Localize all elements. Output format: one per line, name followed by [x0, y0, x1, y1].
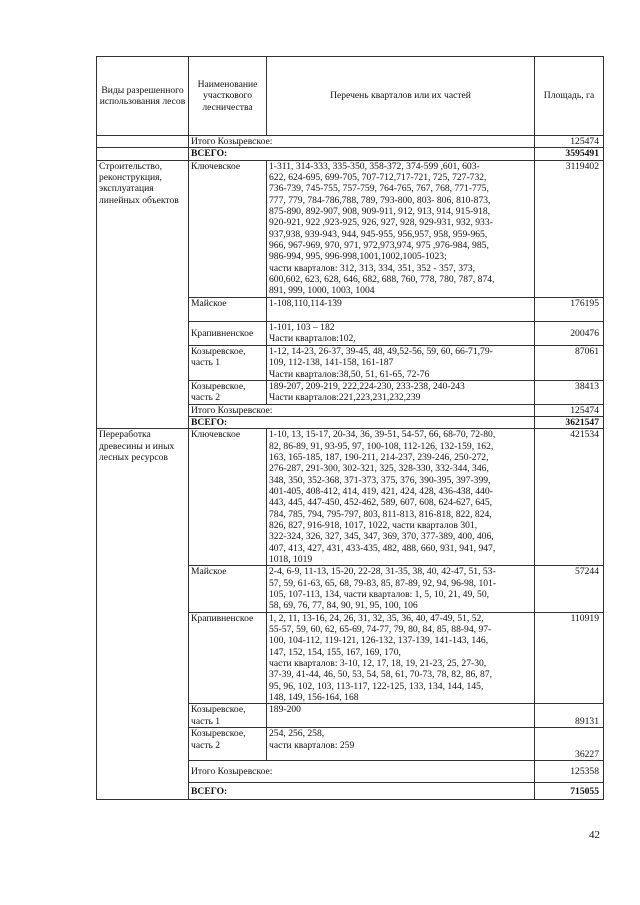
- quarters-line: 58, 69, 76, 77, 84, 90, 91, 95, 100, 106: [269, 600, 418, 612]
- forestry-cell: Козыревское, часть 1: [189, 345, 267, 380]
- area-cell: 176195: [535, 297, 604, 321]
- quarters-line: 826, 827, 916-918, 1017, 1022, части кварталов 301,: [269, 519, 478, 531]
- quarters-cell: [267, 297, 535, 321]
- quarters-line: 401-405, 408-412, 414, 419, 421, 424, 428, 436-438, 440-: [269, 485, 493, 497]
- total-area: 3621547: [535, 416, 604, 428]
- quarters-cell: [267, 345, 535, 380]
- quarters-line: 1-10, 13, 15-17, 20-34, 36, 39-51, 54-57, 66, 68-70, 72-80,: [269, 429, 496, 441]
- header-quarters: Перечень кварталов или их частей: [267, 57, 535, 136]
- quarters-cell: [267, 380, 535, 404]
- quarters-line: 147, 152, 154, 155, 167, 169, 170,: [269, 646, 401, 658]
- quarters-line: Части кварталов:102,: [269, 333, 356, 345]
- quarters-line: 163, 165-185, 187, 190-211, 214-237, 239-246, 250-272,: [269, 451, 489, 463]
- header-row: [97, 57, 604, 136]
- quarters-line: 736-739, 745-755, 757-759, 764-765, 767, 768, 771-775,: [269, 183, 489, 195]
- quarters-line: 276-287, 291-300, 302-321, 325, 328-330, 332-344, 346,: [269, 463, 489, 475]
- carryover-subtotal-label: Итого Козыревское:: [189, 136, 535, 148]
- quarters-line: 1-101, 103 – 182: [269, 321, 335, 333]
- quarters-line: 2-4, 6-9, 11-13, 15-20, 22-28, 31-35, 38, 40, 42-47, 51, 53-: [269, 566, 496, 578]
- carryover-subtotal-row: [97, 136, 604, 148]
- page-number: 42: [589, 829, 600, 841]
- subtotal-area: 125474: [535, 404, 604, 416]
- empty-cell: [97, 148, 189, 160]
- quarters-cell: [267, 612, 535, 704]
- forestry-cell: Ключевское: [189, 160, 267, 297]
- quarters-line: 82, 86-89, 91, 93-95, 97, 100-108, 112-126, 132-159, 162,: [269, 440, 494, 452]
- quarters-line: 189-207, 209-219, 222,224-230, 233-238, 240-243: [269, 380, 465, 392]
- quarters-line: части кварталов: 3-10, 12, 17, 18, 19, 21-23, 25, 27-30,: [269, 658, 487, 670]
- quarters-line: 600,602, 623, 628, 646, 682, 688, 760, 778, 780, 787, 874,: [269, 274, 495, 286]
- area-cell: 87061: [535, 345, 604, 380]
- subtotal-label: Итого Козыревское:: [189, 404, 535, 416]
- quarters-line: 322-324, 326, 327, 345, 347, 369, 370, 377-389, 400, 406,: [269, 531, 494, 543]
- use-type-cell: Переработка древесины и иных лесных ресурсов: [97, 429, 189, 800]
- quarters-line: Части кварталов:38,50, 51, 61-65, 72-76: [269, 368, 430, 380]
- quarters-line: 100, 104-112, 119-121, 126-132, 137-139, 141-143, 146,: [269, 635, 489, 647]
- quarters-line: 55-57, 59, 60, 62, 65-69, 74-77, 79, 80, 84, 85, 88-94, 97-: [269, 624, 492, 636]
- quarters-line: 891, 999, 1000, 1003, 1004: [269, 285, 375, 297]
- quarters-cell: [267, 160, 535, 297]
- quarters-line: 109, 112-138, 141-158, 161-187: [269, 357, 394, 369]
- quarters-line: 986-994, 995, 996-998,1001,1002,1005-1023;: [269, 251, 447, 263]
- carryover-total-label: ВСЕГО:: [189, 148, 535, 160]
- quarters-cell: [267, 728, 535, 761]
- quarters-line: 443, 445, 447-450, 452-462, 589, 607, 608, 624-627, 645,: [269, 497, 493, 509]
- area-cell: 36227: [535, 728, 604, 761]
- area-cell: 110919: [535, 612, 604, 704]
- subtotal-label: Итого Козыревское:: [189, 761, 535, 783]
- total-label: ВСЕГО:: [189, 783, 535, 800]
- area-cell: 3119402: [535, 160, 604, 297]
- quarters-line: Части кварталов:221,223,231,232,239: [269, 392, 421, 404]
- total-area: 715055: [535, 783, 604, 800]
- area-cell: 57244: [535, 566, 604, 612]
- table-row: [97, 160, 604, 297]
- quarters-line: 254, 256, 258,: [269, 728, 325, 740]
- quarters-line: 37-39, 41-44, 46, 50, 53, 54, 58, 61, 70-73, 78, 82, 86, 87,: [269, 669, 493, 681]
- quarters-line: 105, 107-113, 134, части кварталов: 1, 5, 10, 21, 49, 50,: [269, 589, 490, 601]
- quarters-line: 95, 96, 102, 103, 113-117, 122-125, 133, 134, 144, 145,: [269, 680, 484, 692]
- header-use-type: Виды разрешенного использования лесов: [97, 57, 189, 136]
- quarters-line: части кварталов: 259: [269, 739, 355, 751]
- quarters-line: 1018, 1019: [269, 554, 313, 565]
- quarters-line: 189-200: [269, 704, 301, 716]
- forestry-cell: Майское: [189, 566, 267, 612]
- quarters-cell: [267, 321, 535, 345]
- empty-cell: [97, 136, 189, 148]
- carryover-subtotal-area: 125474: [535, 136, 604, 148]
- quarters-line: 1-108,110,114-139: [269, 297, 342, 309]
- use-type-cell: Строительство, реконструкция, эксплуатация линейных объектов: [97, 160, 189, 429]
- quarters-line: 777, 779, 784-786,788, 789, 793-800, 803- 806, 810-873,: [269, 194, 491, 206]
- total-label: ВСЕГО:: [189, 416, 535, 428]
- forestry-cell: Майское: [189, 297, 267, 321]
- quarters-line: 1-12, 14-23, 26-37, 39-45, 48, 49,52-56, 59, 60, 66-71,79-: [269, 345, 493, 357]
- quarters-line: 920-921, 922 ,923-925, 926, 927, 928, 929-931, 932, 933-: [269, 217, 493, 229]
- area-cell: 200476: [535, 321, 604, 345]
- area-cell: 38413: [535, 380, 604, 404]
- quarters-line: 1-311, 314-333, 335-350, 358-372, 374-599 ,601, 603-: [269, 160, 480, 172]
- quarters-line: 148, 149, 156-164, 168: [269, 692, 359, 704]
- quarters-line: 966, 967-969, 970, 971, 972,973,974, 975 ,976-984, 985,: [269, 240, 489, 252]
- carryover-total-area: 3595491: [535, 148, 604, 160]
- quarters-line: 1, 2, 11, 13-16, 24, 26, 31, 32, 35, 36, 40, 47-49, 51, 52,: [269, 612, 484, 624]
- quarters-line: части кварталов: 312, 313, 334, 351, 352 - 357, 373,: [269, 262, 475, 274]
- forestry-cell: Крапивненское: [189, 612, 267, 704]
- quarters-cell: [267, 566, 535, 612]
- header-forestry: Наименование участкового лесничества: [189, 57, 267, 136]
- forestry-cell: Крапивненское: [189, 321, 267, 345]
- quarters-cell: [267, 429, 535, 566]
- quarters-line: 57, 59, 61-63, 65, 68, 79-83, 85, 87-89, 92, 94, 96-98, 101-: [269, 577, 497, 589]
- quarters-line: 622, 624-695, 699-705, 707-712,717-721, 725, 727-732,: [269, 172, 487, 184]
- quarters-table: [96, 56, 604, 800]
- forestry-cell: Козыревское, часть 1: [189, 704, 267, 728]
- area-cell: 89131: [535, 704, 604, 728]
- header-area: Площадь, га: [535, 57, 604, 136]
- quarters-line: 875-890, 892-907, 908, 909-911, 912, 913, 914, 915-918,: [269, 206, 491, 218]
- table-row: [97, 429, 604, 566]
- quarters-line: 784, 785, 794, 795-797, 803, 811-813, 816-818, 822, 824,: [269, 508, 492, 520]
- forestry-cell: Козыревское, часть 2: [189, 380, 267, 404]
- quarters-line: 348, 350, 352-368, 371-373, 375, 376, 390-395, 397-399,: [269, 474, 491, 486]
- carryover-total-row: [97, 148, 604, 160]
- forestry-cell: Козыревское, часть 2: [189, 728, 267, 761]
- quarters-line: 937,938, 939-943, 944, 945-955, 956,957, 958, 959-965,: [269, 228, 488, 240]
- quarters-line: 407, 413, 427, 431, 433-435, 482, 488, 660, 931, 941, 947,: [269, 542, 496, 554]
- forestry-cell: Ключевское: [189, 429, 267, 566]
- quarters-cell: [267, 704, 535, 728]
- subtotal-area: 125358: [535, 761, 604, 783]
- area-cell: 421534: [535, 429, 604, 566]
